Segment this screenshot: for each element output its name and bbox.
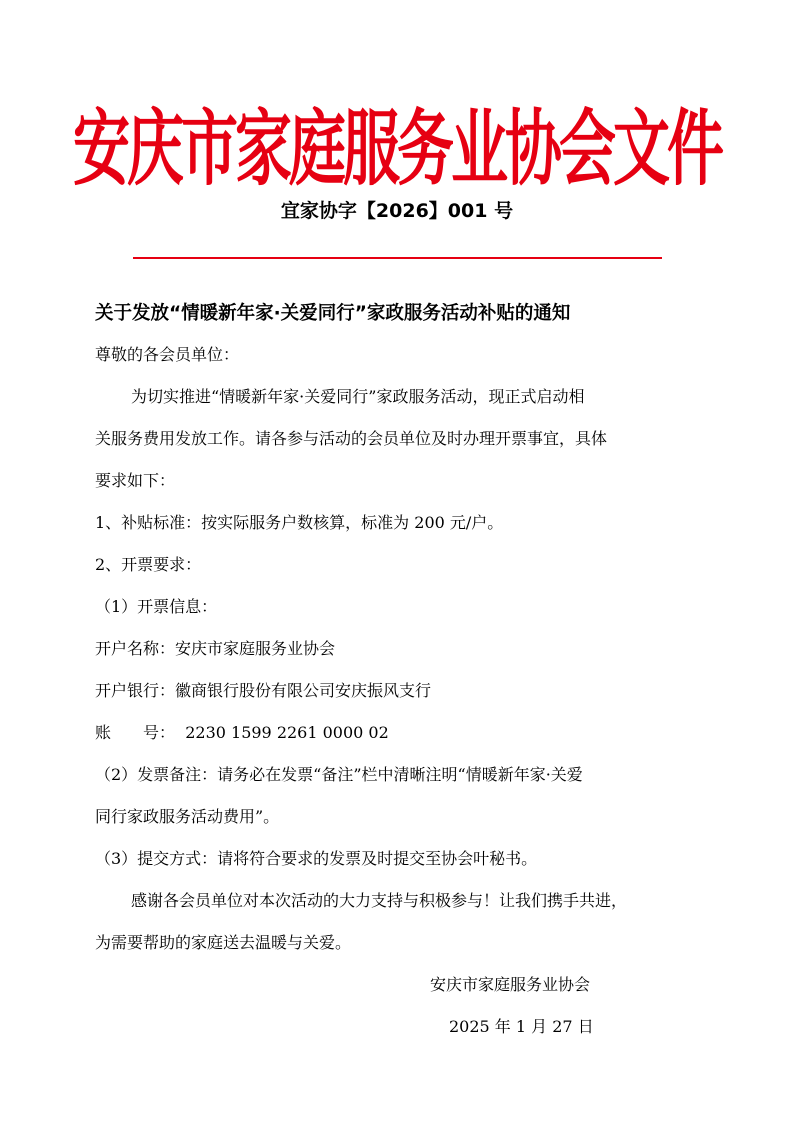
account-name: 开户名称：安庆市家庭服务业协会 [95, 639, 336, 658]
account-number: 2230 1599 2261 0000 02 [185, 723, 389, 742]
closing-line-1: 感谢各会员单位对本次活动的大力支持与积极参与！让我们携手共进， [131, 891, 628, 910]
intro-line-3: 要求如下： [95, 471, 176, 490]
invoice-remark-line-1: （2）发票备注：请务必在发票“备注”栏中清晰注明“情暖新年家·关爱 [95, 765, 583, 784]
intro-line-1: 为切实推进“情暖新年家·关爱同行”家政服务活动，现正式启动相 [131, 387, 585, 406]
issue-date: 2025 年 1 月 27 日 [449, 1017, 594, 1036]
bank-name: 开户银行：徽商银行股份有限公司安庆振风支行 [95, 681, 432, 700]
closing-line-2: 为需要帮助的家庭送去温暖与关爱。 [95, 933, 352, 952]
intro-line-2: 关服务费用发放工作。请各参与活动的会员单位及时办理开票事宜，具体 [95, 429, 608, 448]
account-label: 账 [95, 723, 112, 742]
document-number: 宜家协字【2026】001 号 [280, 200, 514, 222]
subsidy-standard: 1、补贴标准：按实际服务户数核算，标准为 200 元/户。 [95, 513, 504, 532]
invoice-requirements-heading: 2、开票要求： [95, 555, 202, 574]
red-divider-line [133, 257, 662, 259]
account-number-row [95, 720, 705, 746]
notice-title: 关于发放“情暖新年家·关爱同行”家政服务活动补贴的通知 [95, 303, 571, 324]
invoice-info-heading: （1）开票信息： [95, 597, 218, 616]
submission-method: （3）提交方式：请将符合要求的发票及时提交至协会叶秘书。 [95, 849, 538, 868]
account-label-suffix: 号： [143, 723, 176, 742]
invoice-remark-line-2: 同行家政服务活动费用”。 [95, 807, 280, 826]
signature-org: 安庆市家庭服务业协会 [430, 975, 591, 994]
org-masthead-title: 安庆市家庭服务业协会文件 [73, 101, 721, 198]
salutation: 尊敬的各会员单位： [95, 345, 240, 364]
